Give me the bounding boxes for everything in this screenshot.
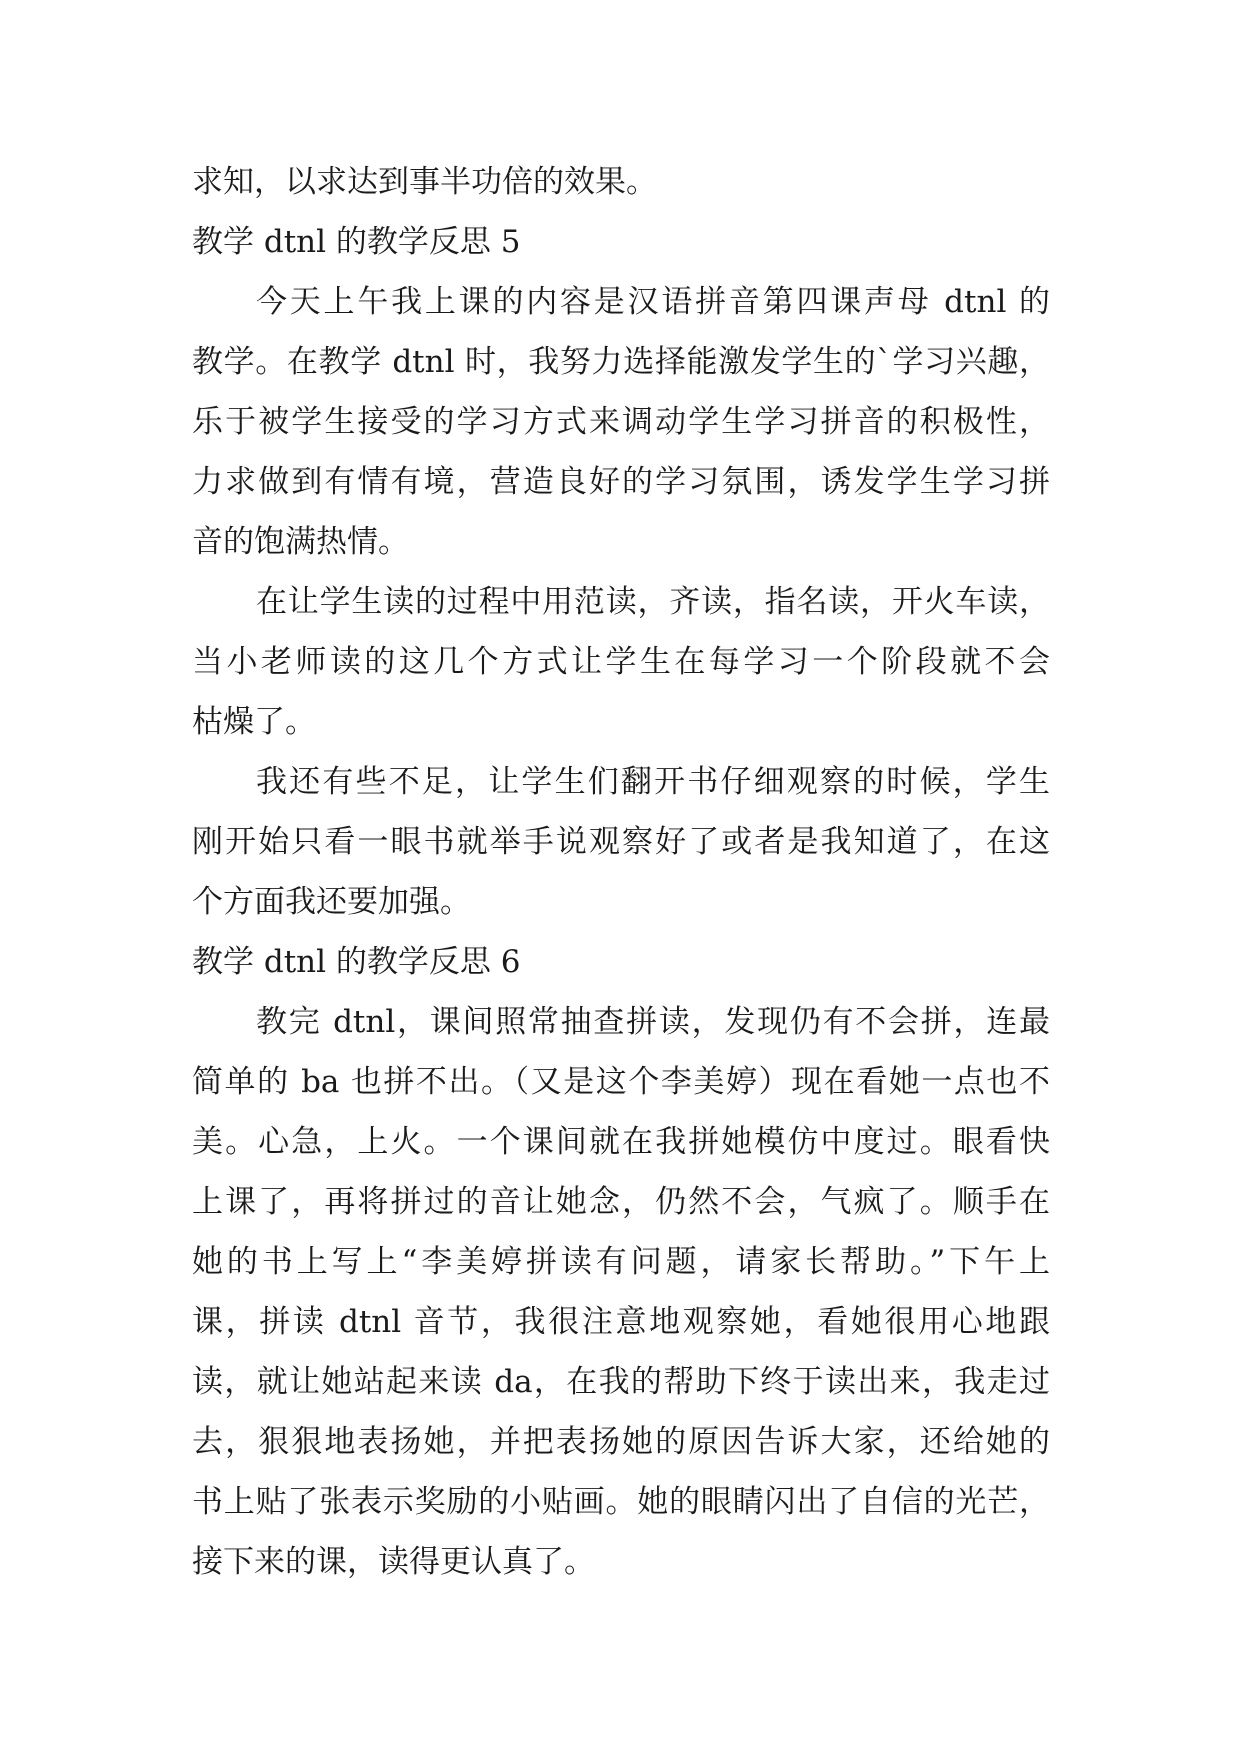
paragraph-line: 简单的 ba 也拼不出。（又是这个李美婷）现在看她一点也不 <box>192 1064 1050 1100</box>
paragraph-line: 乐于被学生接受的学习方式来调动学生学习拼音的积极性， <box>192 404 1050 440</box>
paragraph-line: 她的书上写上“李美婷拼读有问题，请家长帮助。”下午上 <box>192 1244 1050 1280</box>
paragraph-line: 美。心急，上火。一个课间就在我拼她模仿中度过。眼看快 <box>192 1124 1050 1160</box>
paragraph-line: 去，狠狠地表扬她，并把表扬她的原因告诉大家，还给她的 <box>192 1424 1050 1460</box>
paragraph-line: 我还有些不足，让学生们翻开书仔细观察的时候，学生 <box>256 764 1050 800</box>
document-page <box>192 152 1050 1592</box>
paragraph-line: 当小老师读的这几个方式让学生在每学习一个阶段就不会 <box>192 644 1050 680</box>
paragraph-line: 教完 dtnl，课间照常抽查拼读，发现仍有不会拼，连最 <box>256 1004 1050 1040</box>
paragraph-line: 刚开始只看一眼书就举手说观察好了或者是我知道了，在这 <box>192 824 1050 860</box>
paragraph-line: 力求做到有情有境，营造良好的学习氛围，诱发学生学习拼 <box>192 464 1050 500</box>
paragraph-line: 在让学生读的过程中用范读，齐读，指名读，开火车读， <box>256 584 1050 620</box>
paragraph-line: 教学。在教学 dtnl 时，我努力选择能激发学生的`学习兴趣， <box>192 344 1050 380</box>
paragraph-line: 接下来的课，读得更认真了。 <box>192 1544 595 1580</box>
paragraph-line: 个方面我还要加强。 <box>192 884 471 920</box>
paragraph-line: 枯燥了。 <box>192 704 316 740</box>
paragraph-line: 书上贴了张表示奖励的小贴画。她的眼睛闪出了自信的光芒， <box>192 1484 1050 1520</box>
paragraph-line: 读，就让她站起来读 da，在我的帮助下终于读出来，我走过 <box>192 1364 1050 1400</box>
section-heading: 教学 dtnl 的教学反思 5 <box>192 224 521 260</box>
paragraph-line: 音的饱满热情。 <box>192 524 409 560</box>
paragraph-line: 课，拼读 dtnl 音节，我很注意地观察她，看她很用心地跟 <box>192 1304 1050 1340</box>
paragraph-line: 今天上午我上课的内容是汉语拼音第四课声母 dtnl 的 <box>256 284 1050 320</box>
section-heading: 教学 dtnl 的教学反思 6 <box>192 944 521 980</box>
paragraph-line: 求知，以求达到事半功倍的效果。 <box>192 164 657 200</box>
paragraph-line: 上课了，再将拼过的音让她念，仍然不会，气疯了。顺手在 <box>192 1184 1050 1220</box>
